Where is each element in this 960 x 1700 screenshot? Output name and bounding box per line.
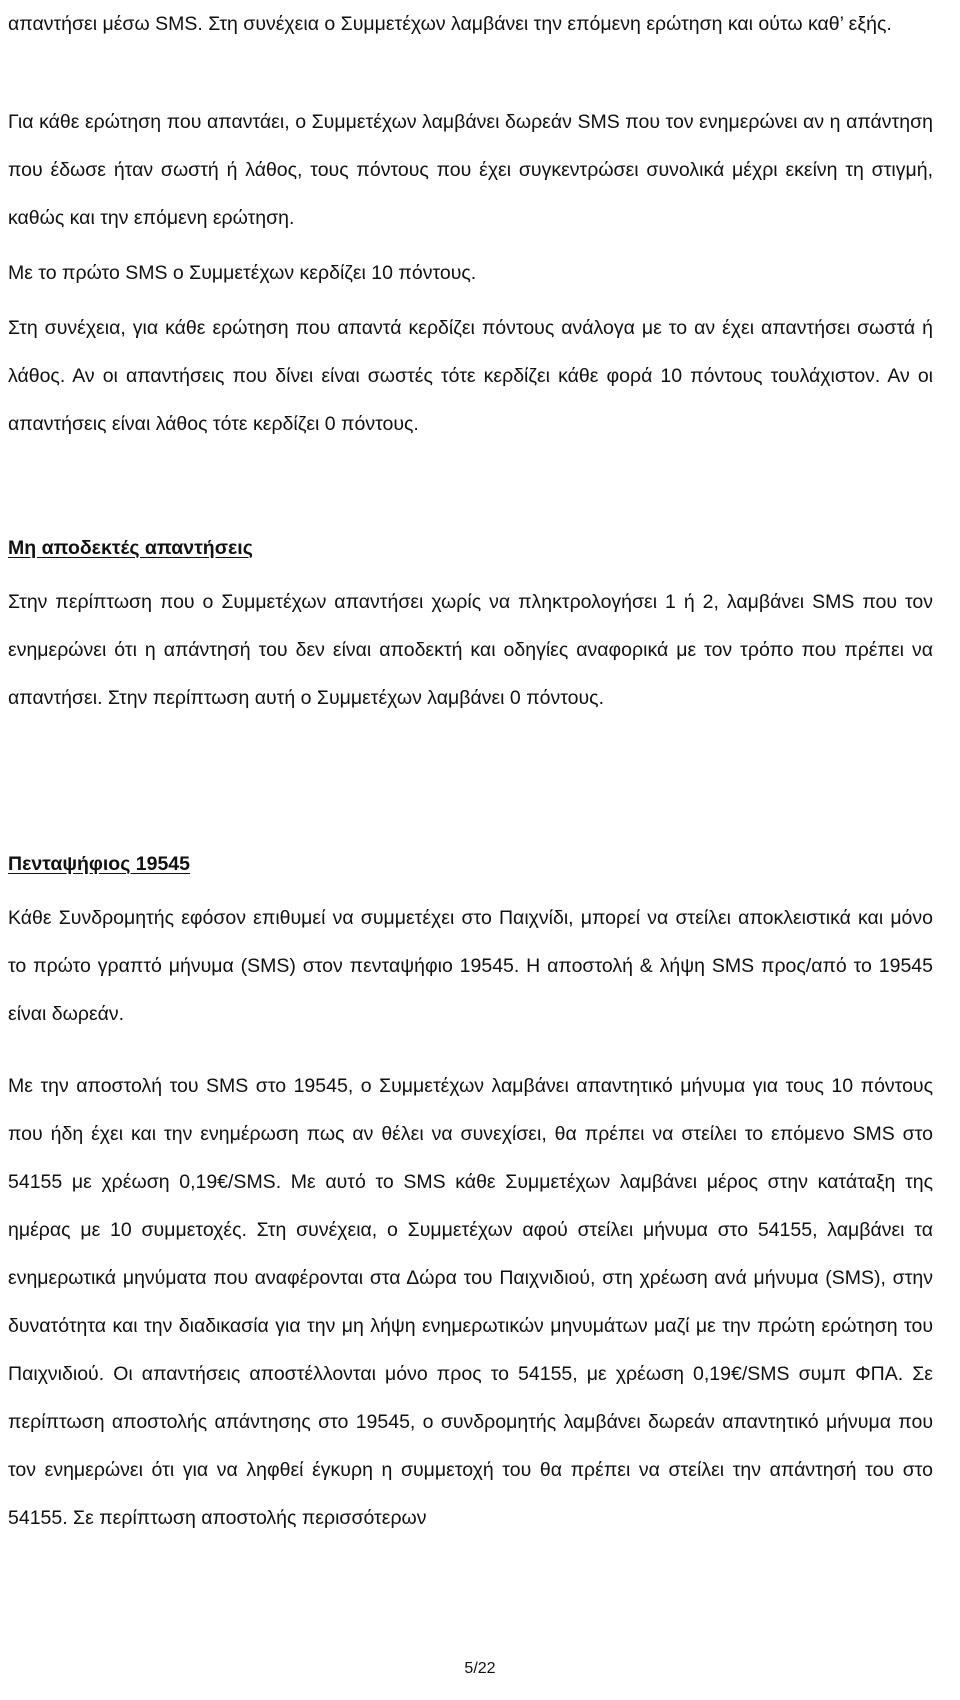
paragraph-first-sms: Με το πρώτο SMS ο Συμμετέχων κερδίζει 10 πόντους. [8,262,477,284]
paragraph-invalid-answers: Στην περίπτωση που ο Συμμετέχων απαντήσει χωρίς να πληκτρολογήσει 1 ή 2, λαμβάνει SMS που τον ενημερώνει ότι η απάντησή του δεν είναι αποδεκτή και οδηγίες αναφορικά με τον τρόπο που πρέπει να απαντήσει. Στην περίπτωση αυτή ο Συμμετέχων λαμβάνει 0 πόντους. [8,591,933,709]
page-number: 5/22 [464,1660,496,1677]
paragraph-feedback: Για κάθε ερώτηση που απαντάει, ο Συμμετέχων λαμβάνει δωρεάν SMS που τον ενημερώνει αν η απάντηση που έδωσε ήταν σωστή ή λάθος, τους πόντους που έχει συγκεντρώσει συνολικά μέχρι εκείνη τη στιγμή, καθώς και την επόμενη ερώτηση. [8,111,933,229]
paragraph-shortcode-intro: Κάθε Συνδρομητής εφόσον επιθυμεί να συμμετέχει στο Παιχνίδι, μπορεί να στείλει αποκλειστικά και μόνο το πρώτο γραπτό μήνυμα (SMS) στον πενταψήφιο 19545. Η αποστολή & λήψη SMS προς/από το 19545 είναι δωρεάν. [8,907,933,1025]
paragraph-scoring: Στη συνέχεια, για κάθε ερώτηση που απαντά κερδίζει πόντους ανάλογα με το αν έχει απαντήσει σωστά ή λάθος. Αν οι απαντήσεις που δίνει είναι σωστές τότε κερδίζει κάθε φορά 10 πόντους τουλάχιστον. Αν οι απαντήσεις είναι λάθος τότε κερδίζει 0 πόντους. [8,317,933,435]
paragraph-shortcode-details: Με την αποστολή του SMS στο 19545, ο Συμμετέχων λαμβάνει απαντητικό μήνυμα για τους 10 πόντους που ήδη έχει και την ενημέρωση πως αν θέλει να συνεχίσει, θα πρέπει να στείλει το επόμενο SMS στο 54155 με χρέωση 0,19€/SMS. Με αυτό το SMS κάθε Συμμετέχων λαμβάνει μέρος στην κατάταξη της ημέρας με 10 συμμετοχές. Στη συνέχεια, ο Συμμετέχων αφού στείλει μήνυμα στο 54155, λαμβάνει τα ενημερωτικά μηνύματα που αναφέρονται στα Δώρα του Παιχνιδιού, στη χρέωση ανά μήνυμα (SMS), στην δυνατότητα και την διαδικασία για την μη λήψη ενημερωτικών μηνυμάτων μαζί με την πρώτη ερώτηση του Παιχνιδιού. Οι απαντήσεις αποστέλλονται μόνο προς το 54155, με χρέωση 0,19€/SMS συμπ ΦΠΑ. Σε περίπτωση αποστολής απάντησης στο 19545, ο συνδρομητής λαμβάνει δωρεάν απαντητικό μήνυμα που τον ενημερώνει ότι για να ληφθεί έγκυρη η συμμετοχή του θα πρέπει να στείλει την απάντησή του στο 54155. Σε περίπτωση αποστολής περισσότερων [8,1075,933,1529]
paragraph-continuation: απαντήσει μέσω SMS. Στη συνέχεια ο Συμμετέχων λαμβάνει την επόμενη ερώτηση και ούτω καθ’ εξής. [8,13,892,35]
section-heading-shortcode: Πενταψήφιος 19545 [8,853,190,875]
section-heading-invalid-answers: Μη αποδεκτές απαντήσεις [8,537,253,559]
